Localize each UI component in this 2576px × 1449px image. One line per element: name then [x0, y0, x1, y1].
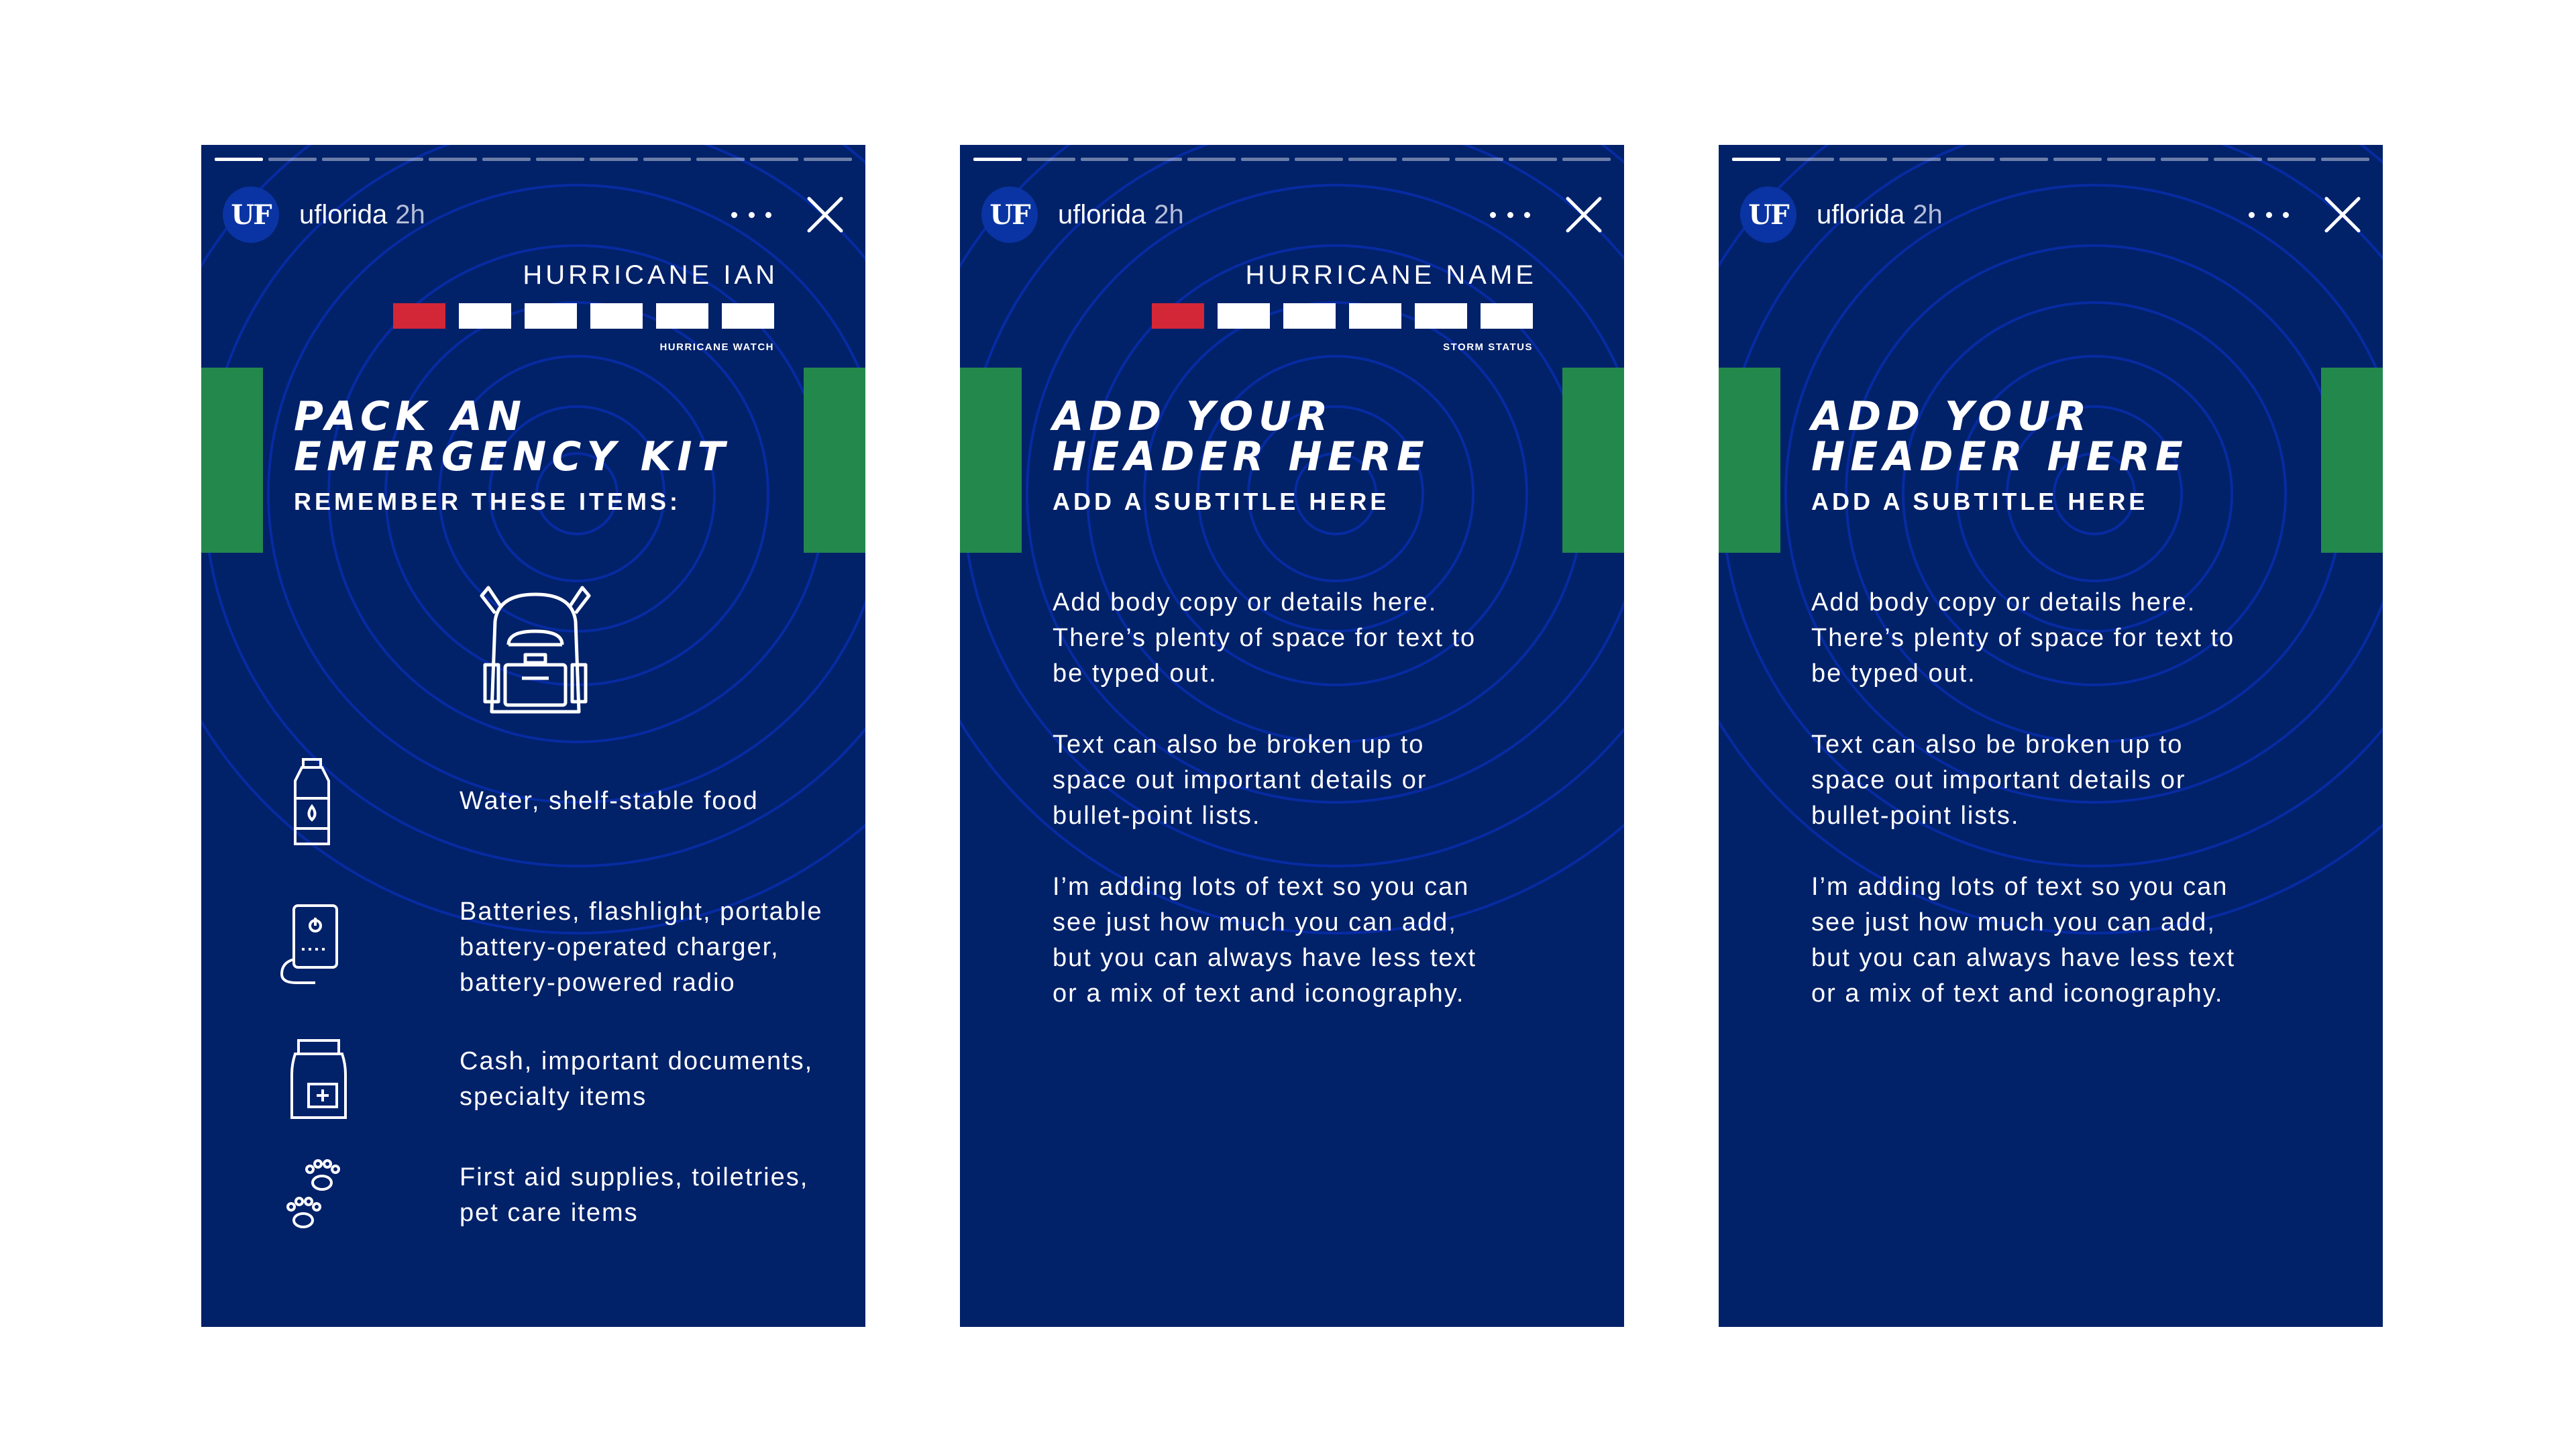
more-options-icon[interactable] — [731, 201, 771, 228]
paw-prints-icon — [275, 1155, 349, 1242]
green-accent-band — [2321, 368, 2383, 553]
green-accent-band — [201, 368, 263, 553]
storm-name: HURRICANE IAN — [523, 260, 778, 290]
avatar[interactable]: UF — [223, 186, 279, 243]
post-time: 2h — [1913, 200, 1943, 229]
more-options-icon[interactable] — [1490, 201, 1530, 228]
body-paragraph: Text can also be broken up to space out important details or bullet-point lists. — [1811, 731, 2186, 830]
story-body-copy — [1811, 585, 2334, 1047]
account-name[interactable]: uflorida 2h — [1058, 200, 1184, 229]
story-card-template[interactable] — [1719, 145, 2383, 1327]
post-time: 2h — [1154, 200, 1184, 229]
story-body-copy — [1053, 585, 1576, 1047]
story-progress-bar — [973, 158, 1611, 161]
story-heading: ADD YOUR HEADER HERE — [1811, 393, 2188, 480]
avatar[interactable]: UF — [981, 186, 1038, 243]
story-header — [223, 186, 845, 243]
body-paragraph: Text can also be broken up to space out important details or bullet-point lists. — [1053, 731, 1428, 830]
close-icon[interactable] — [805, 195, 845, 235]
body-paragraph: Add body copy or details here. There’s plenty of space for text to be typed out. — [1811, 588, 2235, 688]
body-paragraph: I’m adding lots of text so you can see just how much you can add, but you can always have less text or a mix of text and iconography. — [1811, 873, 2236, 1008]
account-name[interactable]: uflorida 2h — [1817, 200, 1943, 229]
post-time: 2h — [395, 200, 425, 229]
story-subheading: ADD A SUBTITLE HERE — [1053, 488, 1390, 515]
story-header — [981, 186, 1604, 243]
hurricane-status-meter — [1152, 303, 1533, 329]
storm-status-caption: HURRICANE WATCH — [659, 341, 774, 353]
medicine-jar-icon — [275, 1037, 349, 1124]
green-accent-band — [1562, 368, 1624, 553]
body-paragraph: Add body copy or details here. There’s plenty of space for text to be typed out. — [1053, 588, 1477, 688]
green-accent-band — [1719, 368, 1780, 553]
story-heading: PACK AN EMERGENCY KIT — [294, 393, 731, 480]
more-options-icon[interactable] — [2249, 201, 2289, 228]
backpack-icon — [472, 581, 599, 718]
story-progress-bar — [215, 158, 852, 161]
storm-name: HURRICANE NAME — [1245, 260, 1537, 290]
water-bottle-icon — [275, 758, 349, 845]
story-progress-bar — [1732, 158, 2369, 161]
close-icon[interactable] — [1564, 195, 1604, 235]
story-card-emergency-kit[interactable]: UF uflorida 2h HURRICANE IAN HURRICANE WATCH PACK AN EMERGENCY KIT REMEMBER THESE ITEMS: Water, shelf-stable food Batteries, flashlight, portable battery-operated charger, battery-powered radio Cash, important documents, specialty items First aid supplies, toiletries, pet care items — [201, 145, 865, 1327]
story-card-template-with-status[interactable] — [960, 145, 1624, 1327]
green-accent-band — [804, 368, 865, 553]
avatar[interactable]: UF — [1740, 186, 1796, 243]
story-heading: ADD YOUR HEADER HERE — [1053, 393, 1430, 480]
story-header — [1740, 186, 2363, 243]
body-paragraph: I’m adding lots of text so you can see just how much you can add, but you can always have less text or a mix of text and iconography. — [1053, 873, 1477, 1008]
green-accent-band — [960, 368, 1022, 553]
account-name[interactable]: uflorida 2h — [299, 200, 425, 229]
story-subheading: REMEMBER THESE ITEMS: — [294, 488, 682, 515]
story-subheading: ADD A SUBTITLE HERE — [1811, 488, 2149, 515]
hurricane-status-meter — [393, 303, 774, 329]
storm-status-caption: STORM STATUS — [1443, 341, 1533, 353]
battery-charger-icon — [275, 899, 349, 986]
close-icon[interactable] — [2322, 195, 2363, 235]
